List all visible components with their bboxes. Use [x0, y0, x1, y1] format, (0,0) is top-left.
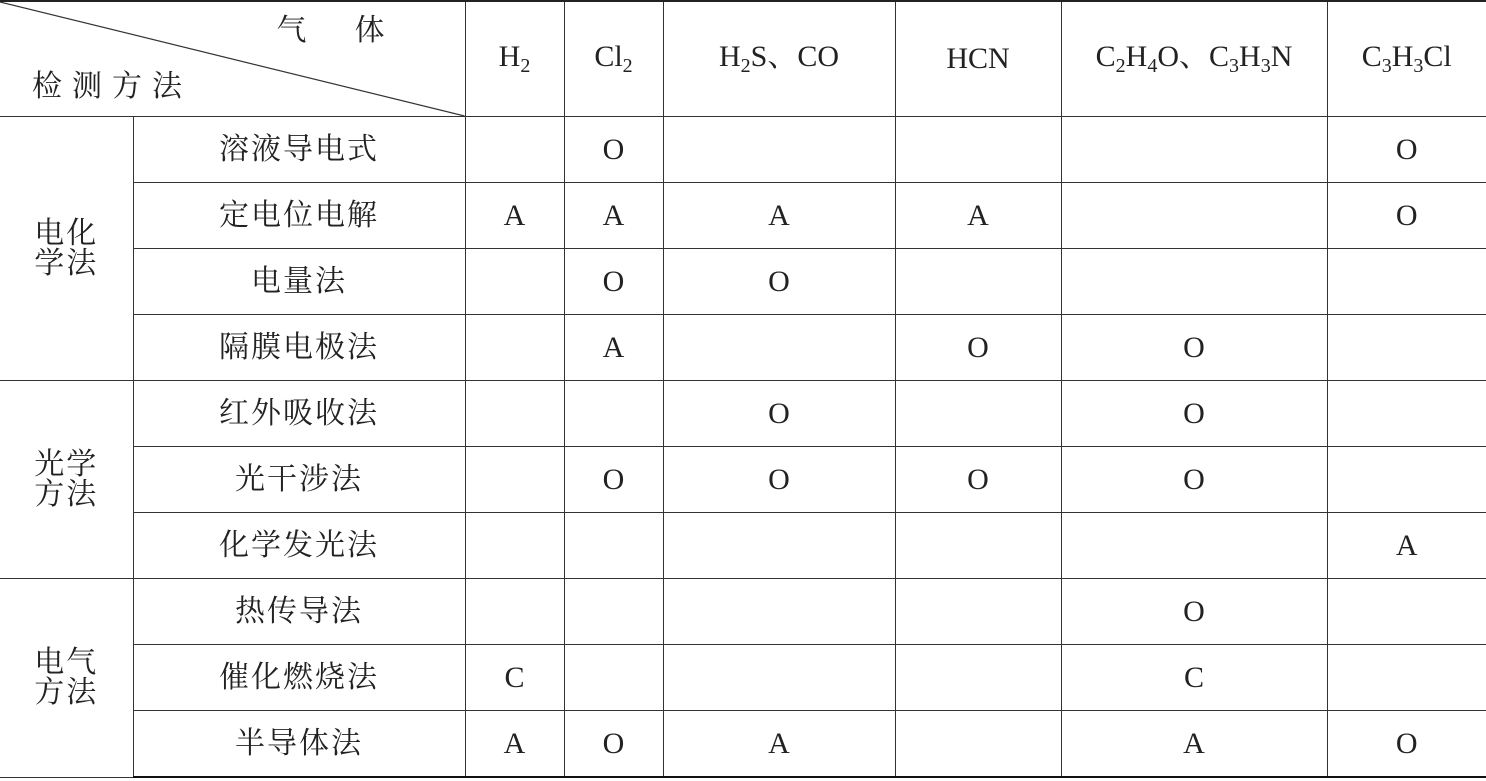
mark-cell: A — [564, 315, 663, 381]
mark-cell: O — [1061, 381, 1327, 447]
mark-cell — [663, 645, 895, 711]
method-cell: 电量法 — [133, 249, 465, 315]
mark-cell — [1061, 513, 1327, 579]
table-row — [0, 513, 1486, 579]
mark-cell — [564, 381, 663, 447]
mark-cell — [663, 117, 895, 183]
mark-cell: O — [895, 315, 1061, 381]
gas-col-header — [663, 1, 895, 117]
mark-cell — [663, 513, 895, 579]
mark-cell — [895, 513, 1061, 579]
mark-cell: O — [1061, 315, 1327, 381]
mark-cell: O — [1061, 579, 1327, 645]
mark-cell — [465, 579, 564, 645]
mark-cell: C — [465, 645, 564, 711]
mark-cell — [663, 315, 895, 381]
gas-formula-text: O、C — [1157, 40, 1230, 73]
table-row — [0, 249, 1486, 315]
category-cell — [0, 381, 133, 579]
category-cell — [0, 579, 133, 778]
gas-formula-subscript: 2 — [1115, 55, 1126, 77]
mark-cell: O — [1061, 447, 1327, 513]
gas-formula-subscript: 3 — [1381, 55, 1392, 77]
table-row — [0, 447, 1486, 513]
mark-cell — [1327, 645, 1486, 711]
mark-cell — [465, 513, 564, 579]
mark-cell — [1327, 249, 1486, 315]
mark-cell: A — [1061, 711, 1327, 778]
mark-cell: O — [1327, 183, 1486, 249]
mark-cell — [1327, 381, 1486, 447]
table-row — [0, 381, 1486, 447]
gas-formula-text: H — [498, 40, 521, 73]
gas-col-header — [564, 1, 663, 117]
table-row — [0, 579, 1486, 645]
table-row — [0, 711, 1486, 778]
mark-cell — [465, 381, 564, 447]
gas-col-header — [895, 1, 1061, 117]
gas-formula-text: C — [1361, 40, 1382, 73]
mark-cell — [564, 579, 663, 645]
gas-formula-subscript: 3 — [1260, 55, 1271, 77]
mark-cell: A — [465, 183, 564, 249]
gas-col-header — [1327, 1, 1486, 117]
mark-cell — [1061, 249, 1327, 315]
category-label: 光学方法 — [34, 446, 99, 512]
gas-formula-subscript: 2 — [740, 55, 751, 77]
gas-formula-subscript: 2 — [520, 55, 531, 77]
table-row — [0, 117, 1486, 183]
corner-header-cell — [0, 1, 465, 117]
mark-cell — [564, 513, 663, 579]
mark-cell — [1061, 117, 1327, 183]
category-cell — [0, 117, 133, 381]
gas-formula-text: HCN — [946, 42, 1010, 75]
mark-cell: A — [663, 183, 895, 249]
mark-cell — [1327, 447, 1486, 513]
mark-cell: O — [663, 249, 895, 315]
category-label: 电气方法 — [34, 644, 99, 710]
mark-cell — [1327, 579, 1486, 645]
mark-cell: O — [564, 447, 663, 513]
mark-cell: O — [1327, 117, 1486, 183]
gas-formula-text: Cl — [1423, 40, 1452, 73]
gas-formula-text: H — [1239, 40, 1261, 73]
mark-cell: A — [1327, 513, 1486, 579]
method-cell: 光干涉法 — [133, 447, 465, 513]
gas-formula-text: H — [1391, 40, 1414, 73]
gas-formula-subscript: 4 — [1147, 55, 1158, 77]
mark-cell: A — [663, 711, 895, 778]
mark-cell — [895, 645, 1061, 711]
mark-cell: O — [564, 711, 663, 778]
mark-cell — [895, 579, 1061, 645]
header-row — [0, 1, 1486, 117]
method-cell: 定电位电解 — [133, 183, 465, 249]
method-cell: 催化燃烧法 — [133, 645, 465, 711]
gas-header-label: 气体 — [276, 13, 433, 48]
mark-cell: O — [663, 447, 895, 513]
category-label: 电化学法 — [34, 215, 99, 281]
mark-cell: O — [564, 117, 663, 183]
mark-cell — [663, 579, 895, 645]
mark-cell — [465, 117, 564, 183]
gas-formula-text: S、CO — [750, 40, 840, 73]
mark-cell — [895, 381, 1061, 447]
mark-cell — [465, 315, 564, 381]
gas-col-header — [1061, 1, 1327, 117]
mark-cell: O — [564, 249, 663, 315]
method-header-label: 检测方法 — [32, 69, 192, 104]
mark-cell — [1327, 315, 1486, 381]
gas-formula-text: H — [1125, 40, 1148, 73]
mark-cell — [895, 117, 1061, 183]
mark-cell — [465, 249, 564, 315]
mark-cell — [895, 249, 1061, 315]
gas-formula-text: H — [718, 40, 741, 73]
mark-cell — [895, 711, 1061, 778]
mark-cell — [1061, 183, 1327, 249]
gas-formula-subscript: 3 — [1413, 55, 1424, 77]
mark-cell: C — [1061, 645, 1327, 711]
gas-formula-text: Cl — [594, 40, 623, 73]
gas-col-header — [465, 1, 564, 117]
mark-cell: O — [1327, 711, 1486, 778]
method-cell: 隔膜电极法 — [133, 315, 465, 381]
mark-cell — [465, 447, 564, 513]
table-row — [0, 645, 1486, 711]
gas-formula-text: C — [1095, 40, 1116, 73]
mark-cell: A — [465, 711, 564, 778]
mark-cell: O — [895, 447, 1061, 513]
mark-cell — [564, 645, 663, 711]
table-row — [0, 315, 1486, 381]
gas-formula-text: N — [1270, 40, 1293, 73]
mark-cell: A — [564, 183, 663, 249]
method-cell: 半导体法 — [133, 711, 465, 778]
method-cell: 化学发光法 — [133, 513, 465, 579]
mark-cell: A — [895, 183, 1061, 249]
method-cell: 热传导法 — [133, 579, 465, 645]
method-cell: 红外吸收法 — [133, 381, 465, 447]
gas-formula-subscript: 3 — [1229, 55, 1240, 77]
table-row — [0, 183, 1486, 249]
gas-formula-subscript: 2 — [622, 55, 633, 77]
method-cell: 溶液导电式 — [133, 117, 465, 183]
mark-cell: O — [663, 381, 895, 447]
